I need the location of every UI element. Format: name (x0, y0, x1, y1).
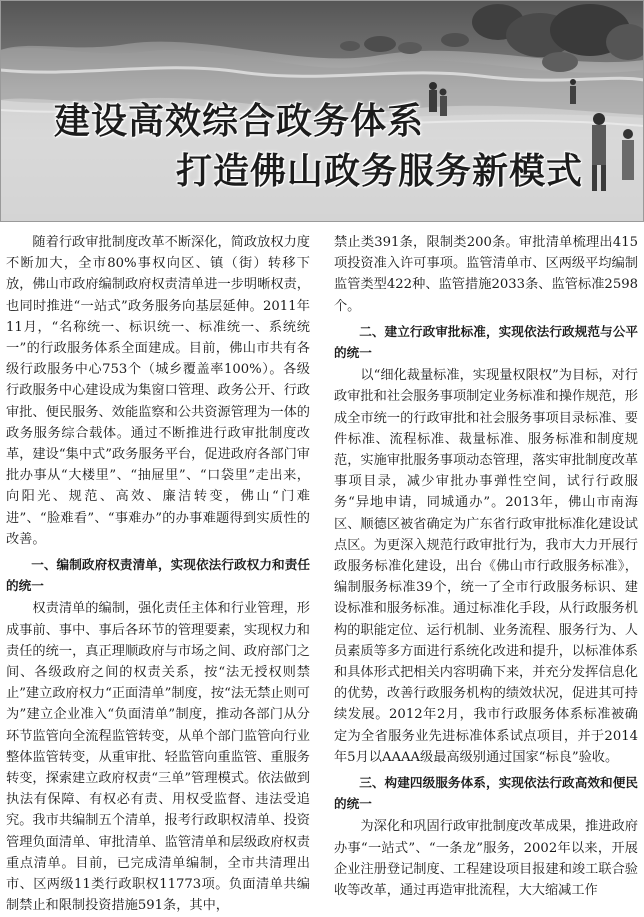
headline-line-2: 打造佛山政务服务新模式 (176, 151, 584, 192)
section-heading-1: 一、编制政府权责清单，实现依法行政权力和责任的统一 (6, 557, 310, 594)
section-heading-2: 二、建立行政审批标准，实现依法行政规范与公平的统一 (334, 323, 638, 361)
paragraph-section-3: 为深化和巩固行政审批制度改革成果，推进政府办事“一站式”、“一条龙”服务，2002年以来，开展企业注册登记制度、工程建设项目报建和竣工联合验收等改革，通过再造审批流程，大大缩减工作 (334, 819, 638, 899)
article-column-right (334, 232, 638, 901)
paragraph-continued: 禁止类391条，限制类200条。审批清单梳理出415项投资准入许可事项。监管清单市、区两级平均编制监管类型422种、监管措施2033条、监管标准2598个。 (334, 235, 638, 314)
headline-line-1: 建设高效综合政务体系 (54, 101, 425, 142)
article-column-left (6, 232, 310, 917)
paragraph-section-2: 以“细化裁量标准，实现量权限权”为目标，对行政审批和社会服务事项制定业务标准和操作规范，形成全市统一的行政审批和社会服务事项目录标准、要件标准、流程标准、裁量标准、服务标准和制度规范，实施审批服务事项动态管理，落实审批制度改革事项目录，减少审批办事弹性空间，试行行政服务“异地申请，同城通办”。2013年，佛山市南海区、顺德区被省确定为广东省行政审批标准化建设试点区。为更深入规范行政审批行为，我市大力开展行政服务标准化建设，出台《佛山市行政服务标准》，编制服务标准39个，统一了全市行政服务标识、建设标准和服务标准。通过标准化手段，从行政服务机构的职能定位、运行机制、业务流程、服务行为、人员素质等多方面进行系统化改进和提升，以标准体系和具体形式把相关内容明确下来，并充分发挥信息化的优势，改善行政服务机构的绩效状况，促进其可持续发展。2012年2月，我市行政服务体系标准被确定为全省服务业先进标准体系试点项目，并于2014年5月以AAAA级最高级别通过国家“标良”验收。 (334, 368, 638, 765)
hero-photo (0, 0, 644, 222)
paragraph-intro: 随着行政审批制度改革不断深化，简政放权力度不断加大，全市80%事权向区、镇（街）转移下放，佛山市政府编制政府权责清单进一步明晰权责，也同时推进“一站式”政务服务向基层延伸。2011年11月，“名称统一、标识统一、标准统一、系统统一”的行政服务体系全面建成。目前，佛山市共有各级行政服务中心753个（城乡覆盖率100%）。各级行政服务中心建设成为集窗口管理、政务公开、行政审批、便民服务、效能监察和公共资源管理为一体的政务服务综合载体。通过不断推进行政审批制度改革，建设“集中式”政务服务平台，促进政府各部门审批办事从“大楼里”、“抽屉里”、“口袋里”走出来，向阳光、规范、高效、廉洁转变，佛山“门难进”、“脸难看”、“事难办”的办事难题得到实质性的改善。 (6, 235, 310, 547)
section-heading-3: 三、构建四级服务体系，实现依法行政高效和便民的统一 (334, 775, 638, 812)
paragraph-section-1: 权责清单的编制，强化责任主体和行业管理，形成事前、事中、事后各环节的管理要素，实现权力和责任的统一，真正理顺政府与市场之间、政府部门之间、各级政府之间的权责关系，按“法无授权则禁止”建立政府权力“正面清单”制度，按“法无禁止则可为”建立企业准入“负面清单”制度，推动各部门从分环节监管向全流程监管转变，从单个部门监管向行业整体监管转变，从重审批、轻监管向重监管、重服务转变，探索建立政府权责“三单”管理模式。依法做到执法有保障、有权必有责、用权受监督、违法受追究。我市共编制五个清单，报考行政职权清单、投资管理负面清单、审批清单、监管清单和层级政府权责重点清单。目前，已完成清单编制，全市共清理出市、区两级11类行政职权11773项。负面清单共编制禁止和限制投资措施591条，其中， (6, 601, 310, 914)
